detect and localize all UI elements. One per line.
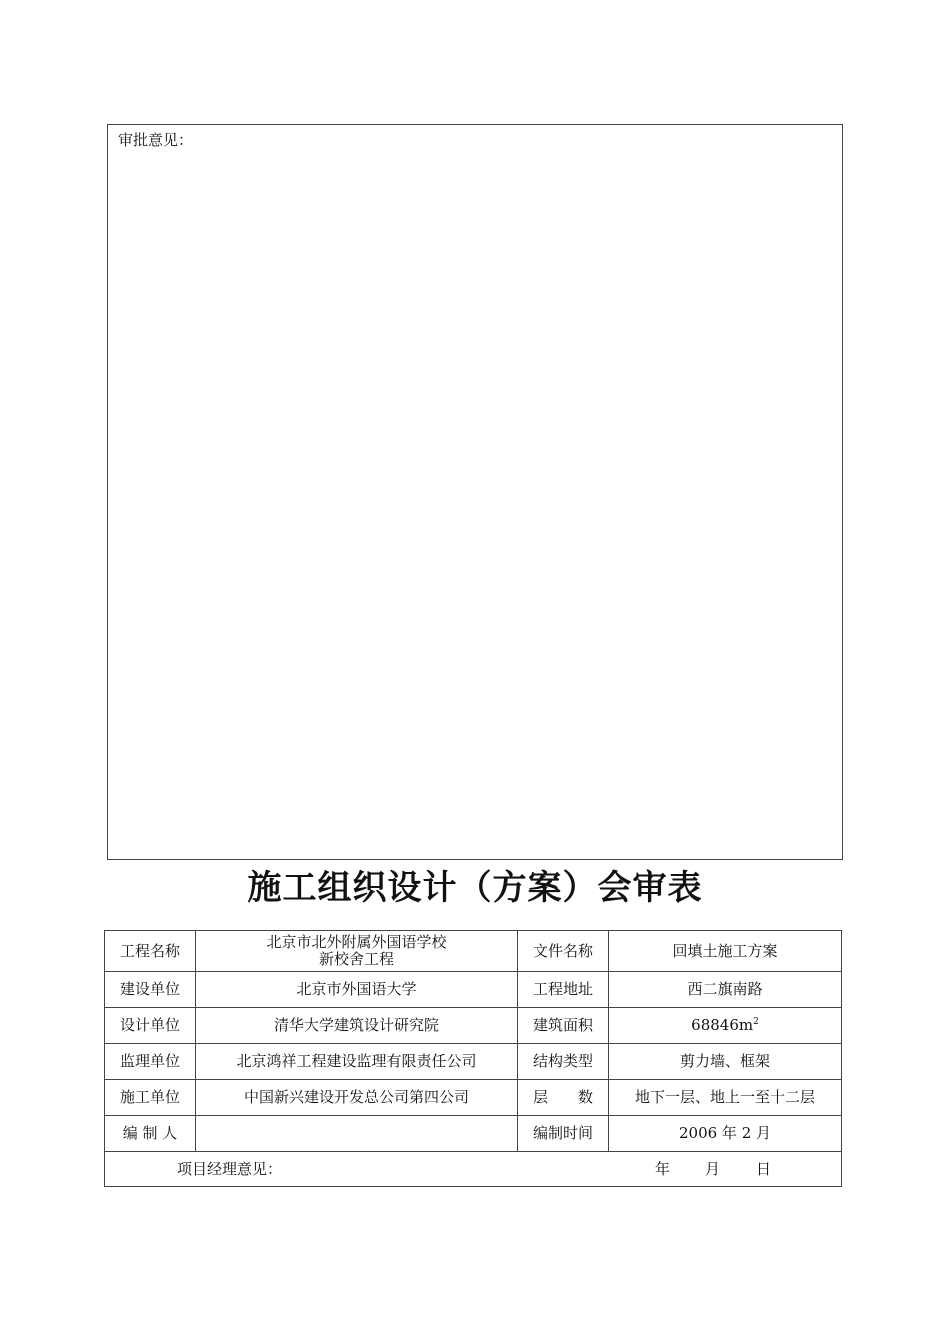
review-table [104, 930, 842, 1187]
author-label: 编 制 人 [105, 1116, 196, 1152]
table-row [105, 931, 842, 972]
file-name-value: 回填土施工方案 [609, 931, 842, 972]
author-value [196, 1116, 518, 1152]
project-name-line1: 北京市北外附属外国语学校 [266, 933, 447, 951]
designer-value: 清华大学建筑设计研究院 [196, 1008, 518, 1044]
table-row [105, 1152, 842, 1187]
form-title: 施工组织设计（方案）会审表 [247, 868, 703, 908]
structure-label: 结构类型 [518, 1044, 609, 1080]
project-name-line2: 新校舍工程 [318, 950, 394, 968]
structure-value: 剪力墙、框架 [609, 1044, 842, 1080]
manager-opinion-label: 项目经理意见： [177, 1160, 283, 1178]
supervisor-label: 监理单位 [105, 1044, 196, 1080]
address-value: 西二旗南路 [609, 972, 842, 1008]
floors-value: 地下一层、地上一至十二层 [609, 1080, 842, 1116]
approval-opinion-box [107, 124, 843, 860]
table-row [105, 1080, 842, 1116]
date-label: 编制时间 [518, 1116, 609, 1152]
table-row [105, 972, 842, 1008]
project-name-label: 工程名称 [105, 931, 196, 972]
area-label: 建筑面积 [518, 1008, 609, 1044]
table-row [105, 1008, 842, 1044]
day-label: 日 [756, 1160, 772, 1178]
address-label: 工程地址 [518, 972, 609, 1008]
area-number: 68846m [691, 1016, 754, 1034]
area-value [609, 1008, 842, 1044]
approval-opinion-label: 审批意见： [118, 131, 194, 149]
supervisor-value: 北京鸿祥工程建设监理有限责任公司 [196, 1044, 518, 1080]
client-value: 北京市外国语大学 [196, 972, 518, 1008]
area-unit-superscript: 2 [753, 1017, 759, 1027]
table-row [105, 1044, 842, 1080]
contractor-label: 施工单位 [105, 1080, 196, 1116]
year-label: 年 [655, 1160, 671, 1178]
table-row [105, 1116, 842, 1152]
floors-label: 层 数 [518, 1080, 609, 1116]
month-label: 月 [705, 1160, 721, 1178]
contractor-value: 中国新兴建设开发总公司第四公司 [196, 1080, 518, 1116]
date-value: 2006 年 2 月 [609, 1116, 842, 1152]
designer-label: 设计单位 [105, 1008, 196, 1044]
project-name-value [196, 931, 518, 972]
client-label: 建设单位 [105, 972, 196, 1008]
file-name-label: 文件名称 [518, 931, 609, 972]
manager-opinion-cell [105, 1152, 842, 1187]
